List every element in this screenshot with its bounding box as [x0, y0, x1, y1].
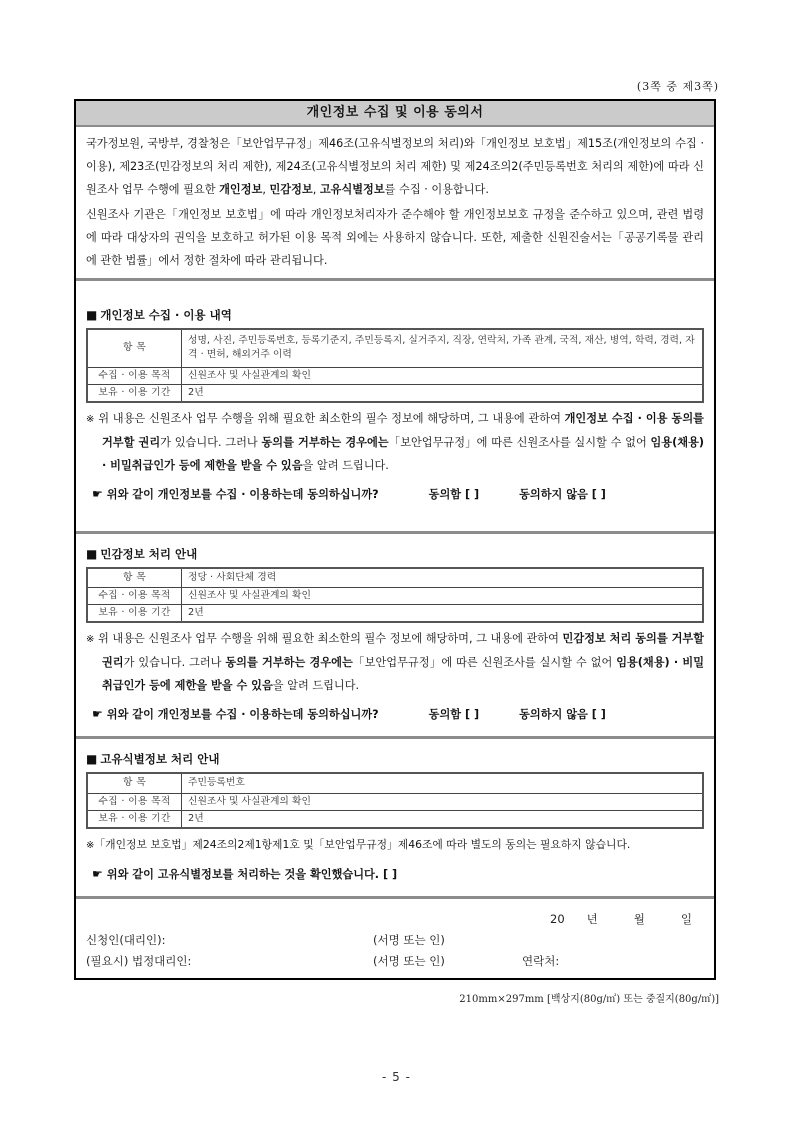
consent-line [92, 703, 704, 726]
row-key: 보유 · 이용 기간 [87, 810, 182, 828]
table-row [87, 588, 703, 605]
table-row [87, 329, 703, 367]
consent-question [92, 483, 379, 506]
page-number: - 5 - [382, 1070, 411, 1084]
section-personal-info [76, 281, 714, 534]
section-unique-id-info [76, 739, 714, 899]
legal-basis-notice [86, 833, 704, 857]
refusal-notice [86, 627, 704, 697]
section-heading-text: 고유식별정보 처리 안내 [100, 752, 220, 766]
note-text: 「개인정보 보호법」제24조의2제1항제1호 및「보안업무규정」제46조에 따라 별도의 동의는 필요하지 않습니다. [94, 837, 631, 851]
row-key: 항 목 [87, 568, 182, 588]
note-emphasis: 임용(채용) · 비밀취급인가 등에 제한을 받을 수 있음 [102, 435, 705, 472]
note-text: 위 내용은 신원조사 업무 수행을 위해 필요한 최소한의 필수 정보에 해당하며, 그 내용에 관하여 [94, 632, 563, 645]
consent-question [92, 703, 379, 726]
note-text: 위 내용은 신원조사 업무 수행을 위해 필요한 최소한의 필수 정보에 해당하며, 그 내용에 관하여 [94, 411, 565, 425]
intro-text: 를 수집 · 이용합니다. [384, 183, 489, 196]
row-key: 보유 · 이용 기간 [87, 605, 182, 623]
row-key: 수집 · 이용 목적 [87, 588, 182, 605]
section-heading [86, 544, 704, 564]
table-row [87, 810, 703, 828]
note-emphasis: 동의를 거부하는 경우에는 [261, 435, 389, 449]
disagree-checkbox[interactable]: 동의하지 않음 [ ] [519, 487, 606, 501]
note-emphasis: 임용(채용) · 비밀취급인가 등에 제한을 받을 수 있음 [102, 656, 705, 692]
note-text: 「보안업무규정」에 따른 신원조사를 실시할 수 없어 [388, 435, 651, 449]
info-table [86, 328, 704, 403]
row-value: 2년 [182, 384, 704, 402]
section-heading-text: 개인정보 수집 · 이용 내역 [100, 308, 232, 322]
refusal-notice [86, 407, 704, 477]
row-value: 신원조사 및 사실관계의 확인 [182, 793, 704, 810]
consent-question-text: 위와 같이 개인정보를 수집 · 이용하는데 동의하십니까? [106, 708, 379, 721]
paper-spec: 210mm×297mm [백상지(80g/㎡) 또는 중질지(80g/㎡)] [459, 994, 719, 1005]
year-label: 년 [586, 911, 598, 926]
row-value: 신원조사 및 사실관계의 확인 [182, 588, 704, 605]
separator: , [312, 183, 320, 196]
note-text: 을 알려 드립니다. [302, 458, 389, 472]
section-sensitive-info [76, 534, 714, 740]
section-heading [86, 305, 704, 325]
month-label: 월 [633, 911, 645, 926]
row-value: 성명, 사진, 주민등록번호, 등록기준지, 주민등록지, 실거주지, 직장, 연락처, 가족 관계, 국적, 재산, 병역, 학력, 경력, 자격 · 면허, 해외거주 이력 [182, 329, 704, 367]
intro-section [76, 127, 714, 281]
note-emphasis: 동의를 거부하는 경우에는 [225, 656, 353, 669]
emphasis-unique-id-info: 고유식별정보 [319, 183, 385, 196]
signature-section [76, 899, 714, 978]
separator: , [262, 183, 270, 196]
pointing-hand-icon: ☛ [92, 866, 103, 881]
emphasis-sensitive-info: 민감정보 [269, 183, 313, 196]
applicant-line [86, 930, 704, 951]
consent-question-text: 위와 같이 개인정보를 수집 · 이용하는데 동의하십니까? [106, 487, 379, 501]
legal-rep-signature-field[interactable]: (서명 또는 인) [373, 953, 445, 968]
row-value: 주민등록번호 [182, 773, 704, 793]
consent-form [74, 99, 716, 980]
legal-rep-label: (필요시) 법정대리인: [86, 953, 192, 968]
table-row [87, 793, 703, 810]
reference-mark-icon: ※ [86, 839, 95, 851]
note-emphasis: 민감정보 처리 동의를 거부할 권리 [102, 632, 704, 669]
confirm-line [92, 863, 704, 886]
confirm-checkbox[interactable]: 위와 같이 고유식별정보를 처리하는 것을 확인했습니다. [ ] [106, 867, 398, 881]
table-row [87, 384, 703, 402]
row-value: 2년 [182, 605, 704, 623]
pointing-hand-icon: ☛ [92, 486, 103, 501]
info-table [86, 567, 704, 624]
note-text: 가 있습니다. 그러나 [123, 656, 226, 669]
page-counter: (3쪽 중 제3쪽) [636, 80, 719, 93]
disagree-checkbox[interactable]: 동의하지 않음 [ ] [519, 708, 606, 721]
applicant-label: 신청인(대리인): [86, 932, 166, 947]
table-row [87, 367, 703, 384]
applicant-signature-field[interactable]: (서명 또는 인) [373, 932, 445, 947]
row-value: 신원조사 및 사실관계의 확인 [182, 367, 704, 384]
row-key: 보유 · 이용 기간 [87, 384, 182, 402]
row-key: 항 목 [87, 773, 182, 793]
row-key: 항 목 [87, 329, 182, 367]
table-row [87, 568, 703, 588]
note-text: 을 알려 드립니다. [272, 679, 360, 692]
form-title: 개인정보 수집 및 이용 동의서 [76, 101, 714, 127]
year-prefix: 20 [550, 911, 565, 926]
reference-mark-icon: ※ [86, 413, 95, 425]
emphasis-personal-info: 개인정보 [219, 183, 263, 196]
note-emphasis: 개인정보 수집 · 이용 동의를 거부할 권리 [102, 411, 704, 449]
legal-rep-line [86, 951, 704, 972]
row-key: 수집 · 이용 목적 [87, 367, 182, 384]
table-row [87, 773, 703, 793]
black-square-icon: ■ [86, 546, 98, 561]
row-value: 2년 [182, 810, 704, 828]
table-row [87, 605, 703, 623]
reference-mark-icon: ※ [86, 634, 95, 645]
info-table [86, 772, 704, 829]
row-key: 수집 · 이용 목적 [87, 793, 182, 810]
agree-checkbox[interactable]: 동의함 [ ] [428, 487, 480, 501]
contact-field[interactable]: 연락처: [522, 953, 560, 968]
agree-checkbox[interactable]: 동의함 [ ] [428, 708, 480, 721]
note-text: 「보안업무규정」에 따른 신원조사를 실시할 수 없어 [352, 656, 617, 669]
pointing-hand-icon: ☛ [92, 707, 103, 721]
row-value: 정당 · 사회단체 경력 [182, 568, 704, 588]
section-heading [86, 749, 704, 769]
note-text: 가 있습니다. 그러나 [160, 435, 262, 449]
date-line [86, 909, 704, 930]
consent-line [92, 483, 704, 506]
black-square-icon: ■ [86, 752, 98, 766]
intro-text: 국가정보원, 국방부, 경찰청은「보안업무규정」제46조(고유식별정보의 처리)와「개인정보 보호법」제15조(개인정보의 수집 · 이용), 제23조(민감정보의 처리 제한), 제24조(고유식별정보의 처리 제한) 및 제24조의2(주민등록번호 처리의 제한)에 따라 신원조사 업무 수행에 필요한 [86, 137, 704, 196]
intro-paragraph-2: 신원조사 기관은「개인정보 보호법」에 따라 개인정보처리자가 준수해야 할 개인정보보호 규정을 준수하고 있으며, 관련 법령에 따라 대상자의 권익을 보호하고 허가된 이용 목적 외에는 사용하지 않습니다. 또한, 제출한 신원진술서는「공공기록물 관리에 관한 법률」에서 정한 절차에 따라 관리됩니다. [86, 208, 704, 267]
day-label: 일 [680, 911, 692, 926]
black-square-icon: ■ [86, 308, 98, 322]
section-heading-text: 민감정보 처리 안내 [100, 546, 198, 561]
intro-paragraph-1 [86, 132, 704, 201]
